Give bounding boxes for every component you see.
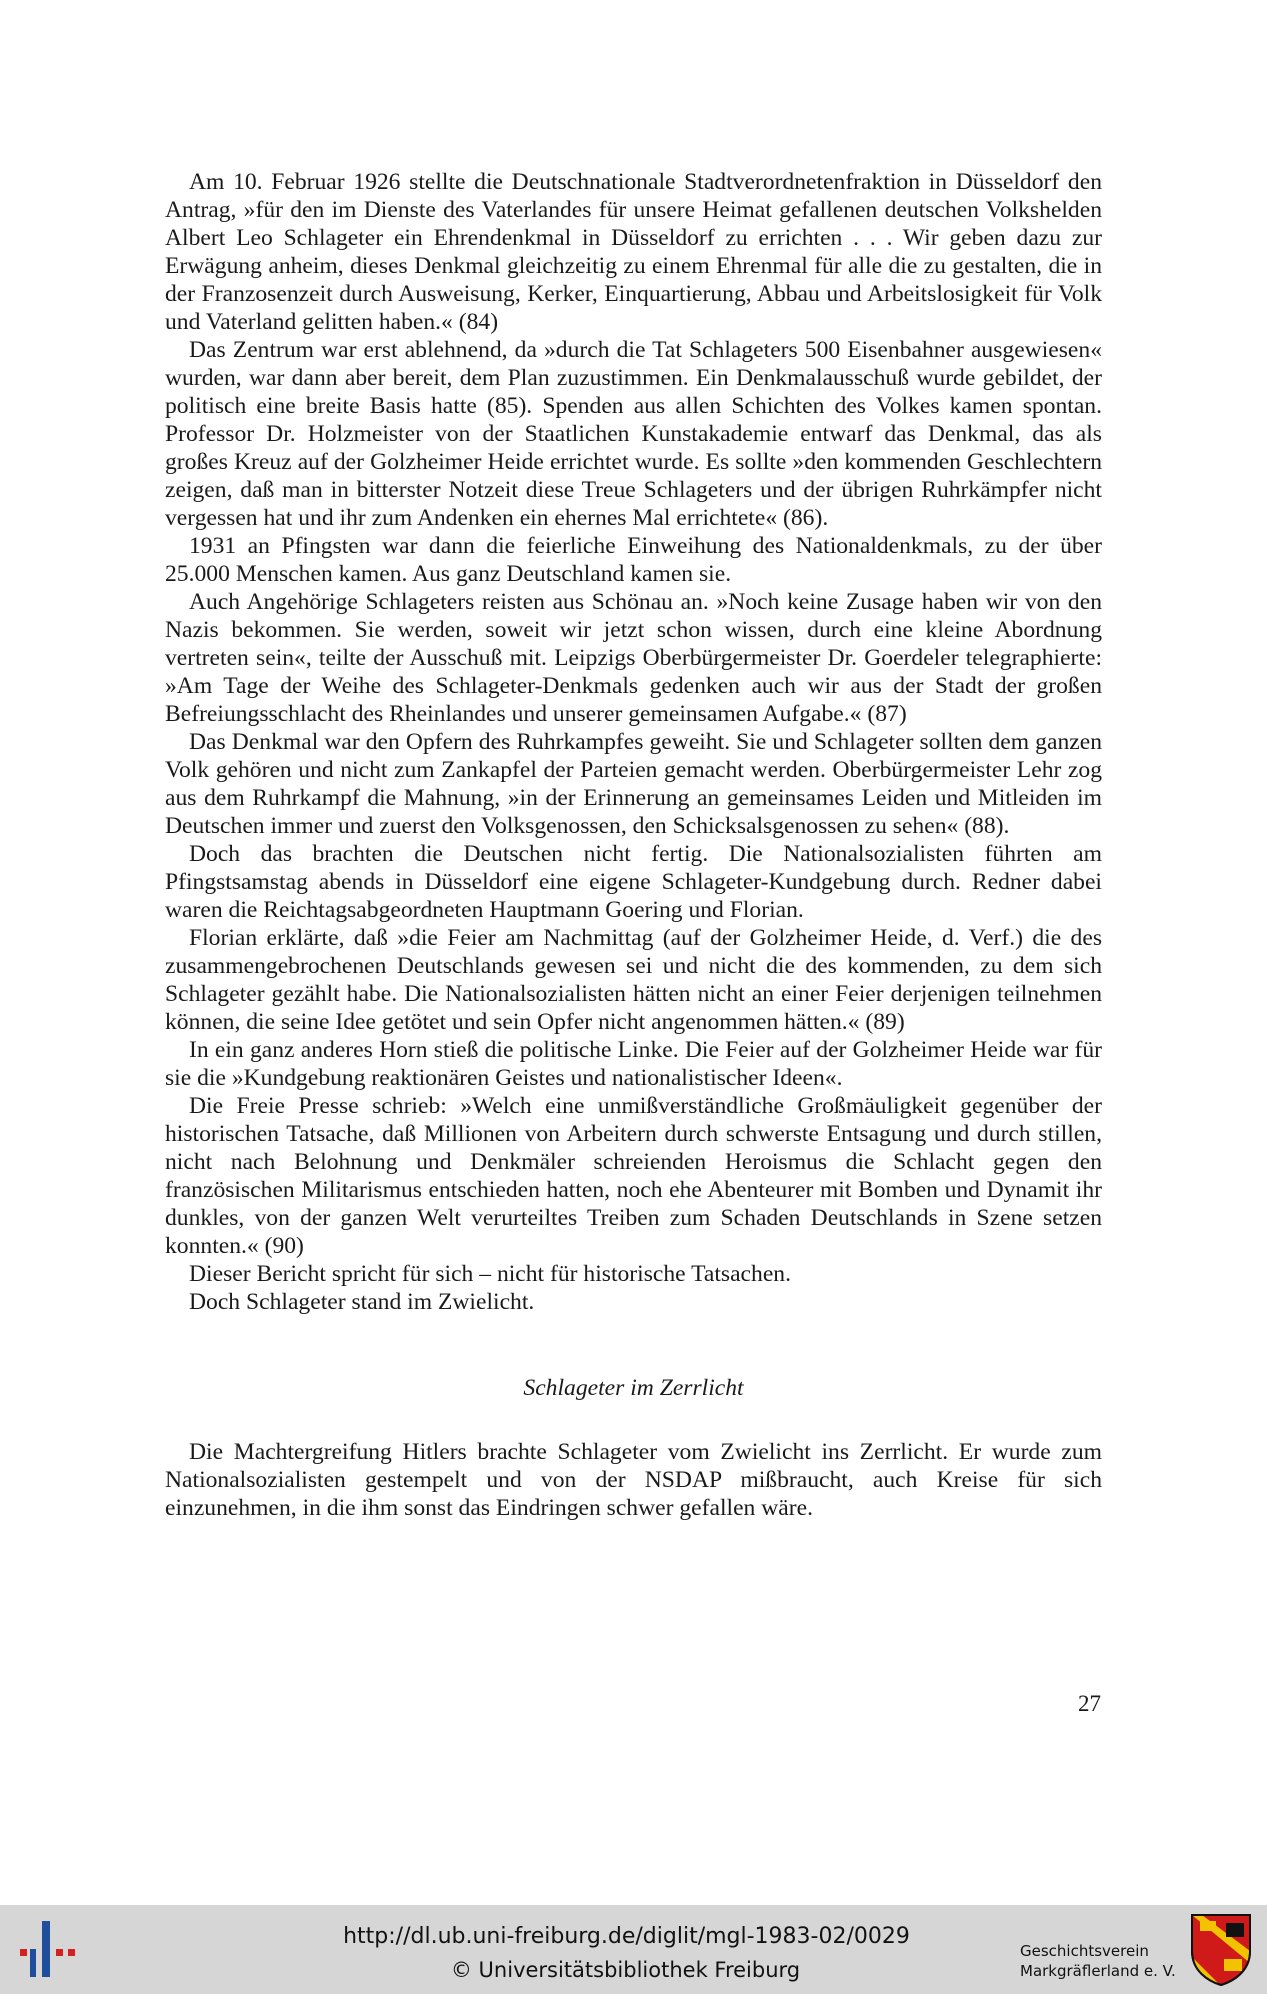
society-name [1020,1941,1176,1981]
paragraph: Doch das brachten die Deutschen nicht fertig. Die Nationalsozialisten führten am Pfingstsamstag abends in Düsseldorf eine eigene Schlageter-Kundgebung durch. Redner dabei waren die Reichtagsabgeordneten Hauptmann Goering und Florian. [165,841,1102,923]
paragraph: Das Denkmal war den Opfern des Ruhrkampfes geweiht. Sie und Schlageter sollten dem ganzen Volk gehören und nicht zum Zankapfel der Parteien gemacht werden. Oberbürgermeister Lehr zog aus dem Ruhrkampf die Mahnung, »in der Erinnerung an gemeinsames Leiden und Mitleiden im Deutschen immer und zuerst den Volksgenossen, den Schicksalsgenossen zu sehen« (88). [165,729,1102,839]
society-name-line2: Markgräflerland e. V. [1020,1962,1176,1980]
paragraph: Dieser Bericht spricht für sich – nicht für historische Tatsachen. [189,1261,791,1287]
paragraph: 1931 an Pfingsten war dann die feierliche Einweihung des Nationaldenkmals, zu der über 25.000 Menschen kamen. Aus ganz Deutschland kamen sie. [165,533,1102,587]
paragraph: In ein ganz anderes Horn stieß die politische Linke. Die Feier auf der Golzheimer Heide war für sie die »Kundgebung reaktionären Geistes und nationalistischer Ideen«. [165,1037,1102,1091]
paragraph: Am 10. Februar 1926 stellte die Deutschnationale Stadtverordnetenfraktion in Düsseldorf den Antrag, »für den im Dienste des Vaterlandes für unsere Heimat gefallenen deutschen Volkshelden Albert Leo Schlageter ein Ehrendenkmal in Düsseldorf zu errichten . . . Wir geben dazu zur Erwägung anheim, dieses Denkmal gleichzeitig zu einem Ehrenmal für alle die zu gestalten, die in der Franzosenzeit durch Ausweisung, Kerker, Einquartierung, Abbau und Arbeitslosigkeit für Volk und Vaterland gelitten haben.« (84) [165,169,1102,335]
section-heading: Schlageter im Zerrlicht [523,1375,744,1401]
paragraph: Auch Angehörige Schlageters reisten aus Schönau an. »Noch keine Zusage haben wir von den Nazis bekommen. Sie werden, soweit wir jetzt schon wissen, durch eine kleine Abordnung vertreten sein«, teilte der Ausschuß mit. Leipzigs Oberbürgermeister Dr. Goerdeler telegraphierte: »Am Tage der Weihe des Schlageter-Denkmals gedenken auch wir aus der Stadt der großen Befreiungsschlacht des Rheinlandes und unserer gemeinsamen Aufgabe.« (87) [165,589,1102,727]
paragraph: Das Zentrum war erst ablehnend, da »durch die Tat Schlageters 500 Eisenbahner ausgewiesen« wurden, war dann aber bereit, dem Plan zuzustimmen. Ein Denkmalausschuß wurde gebildet, der politisch eine breite Basis hatte (85). Spenden aus allen Schichten des Volkes kamen spontan. Professor Dr. Holzmeister von der Staatlichen Kunstakademie entwarf das Denkmal, das als großes Kreuz auf der Golzheimer Heide errichtet wurde. Es sollte »den kommenden Geschlechtern zeigen, daß man in bitterster Notzeit diese Treue Schlageters und der übrigen Ruhrkämpfer nicht vergessen hat und ihr zum Andenken ein ehernes Mal errichtete« (86). [165,337,1102,531]
footer-bar [0,1905,1267,1994]
page-number: 27 [1078,1691,1101,1716]
copyright-text: © Universitätsbibliothek Freiburg [450,1958,801,1982]
source-url-link[interactable]: http://dl.ub.uni-freiburg.de/diglit/mgl-1983-02/0029 [343,1924,910,1949]
section-paragraph: Die Machtergreifung Hitlers brachte Schlageter vom Zwielicht ins Zerrlicht. Er wurde zum Nationalsozialisten gestempelt und von der NSDAP mißbraucht, auch Kreise für sich einzunehmen, in die ihm sonst das Eindringen schwer gefallen wäre. [165,1439,1102,1521]
society-name-line1: Geschichtsverein [1020,1942,1149,1960]
document-page [165,168,1102,1522]
paragraph: Die Freie Presse schrieb: »Welch eine unmißverständliche Großmäuligkeit gegenüber der historischen Tatsache, daß Millionen von Arbeitern durch schwerste Entsagung und durch stillen, nicht nach Belohnung und Denkmäler schreienden Heroismus die Schlacht gegen den französischen Militarismus entschieden hatten, noch ehe Abenteurer mit Bomben und Dynamit ihr dunkles, von der ganzen Welt verurteiltes Treiben zum Schaden Deutschlands in Szene setzen konnten.« (90) [165,1093,1102,1259]
coat-of-arms-icon [1188,1911,1254,1987]
paragraph: Doch Schlageter stand im Zwielicht. [189,1289,535,1315]
paragraph: Florian erklärte, daß »die Feier am Nachmittag (auf der Golzheimer Heide, d. Verf.) die des zusammengebrochenen Deutschlands gewesen sei und nicht die des kommenden, zu dem sich Schlageter gezählt habe. Die Nationalsozialisten hätten nicht an einer Feier derjenigen teilnehmen können, die seine Idee getötet und sein Opfer nicht angenommen hätten.« (89) [165,925,1102,1035]
